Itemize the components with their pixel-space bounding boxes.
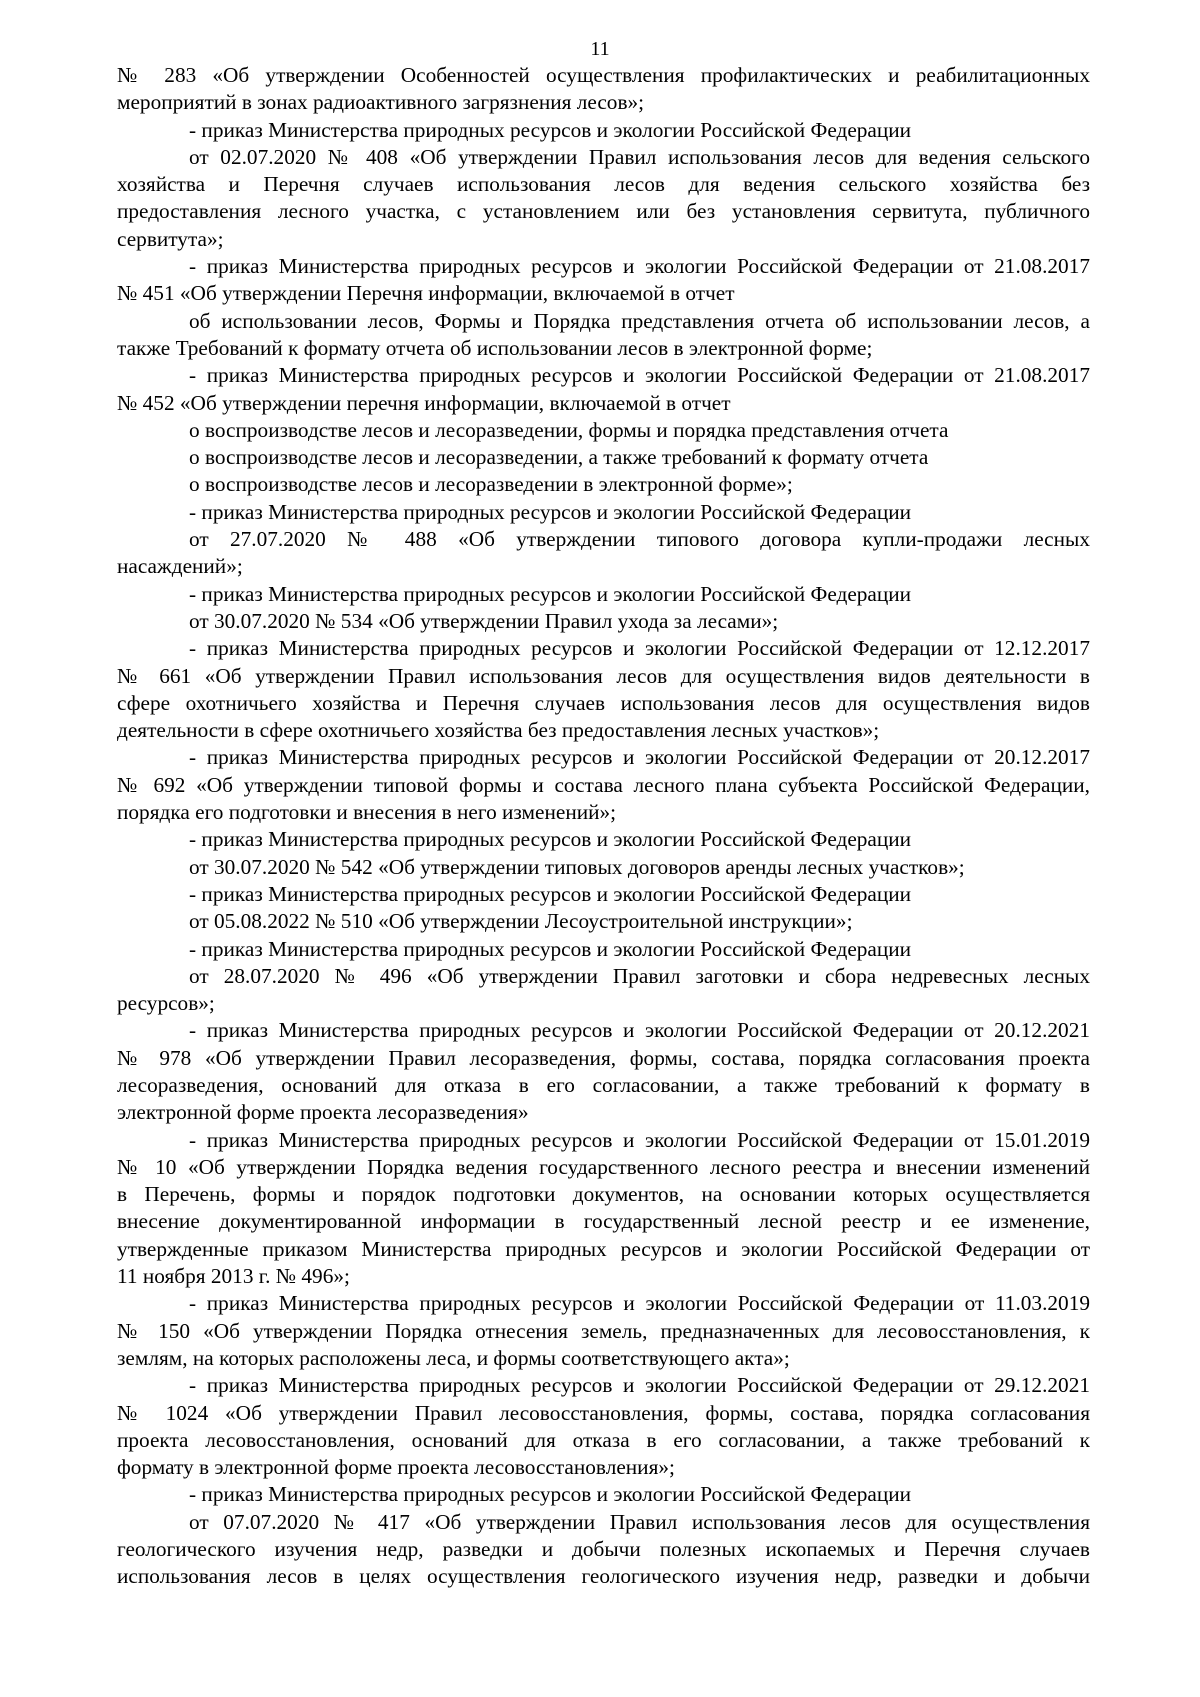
text-line: порядка его подготовки и внесения в него изменений»;	[117, 800, 617, 825]
text-line: № 692 «Об утверждении типовой формы и состава лесного плана субъекта Российской Федерации,	[117, 772, 1090, 797]
text-line: - приказ Министерства природных ресурсов и экологии Российской Федерации от 20.12.2017	[189, 745, 1090, 770]
text-line: электронной форме проекта лесоразведения»	[117, 1100, 529, 1125]
text-line: - приказ Министерства природных ресурсов и экологии Российской Федерации	[189, 827, 912, 852]
text-line: проекта лесовосстановления, оснований для отказа в его согласовании, а также требований к	[117, 1427, 1090, 1452]
text-line: землям, на которых расположены леса, и формы соответствующего акта»;	[117, 1345, 790, 1370]
text-line: об использовании лесов, Формы и Порядка представления отчета об использовании лесов, а	[189, 308, 1090, 333]
text-line: от 27.07.2020 № 488 «Об утверждении типового договора купли-продажи лесных	[189, 527, 1090, 552]
text-line: № 452 «Об утверждении перечня информации, включаемой в отчет	[117, 390, 731, 415]
text-line: о воспроизводстве лесов и лесоразведении в электронной форме»;	[189, 472, 793, 497]
text-line: насаждений»;	[117, 554, 243, 579]
text-line: сфере охотничьего хозяйства и Перечня случаев использования лесов для осуществления видов	[117, 690, 1090, 715]
text-line: использования лесов в целях осуществления геологического изучения недр, разведки и добычи	[117, 1564, 1090, 1589]
text-line: - приказ Министерства природных ресурсов и экологии Российской Федерации	[189, 499, 912, 524]
text-line: от 02.07.2020 № 408 «Об утверждении Правил использования лесов для ведения сельского	[189, 144, 1090, 169]
text-line: № 661 «Об утверждении Правил использования лесов для осуществления видов деятельности в	[117, 663, 1090, 688]
text-line: формату в электронной форме проекта лесовосстановления»;	[117, 1455, 675, 1480]
text-line: от 07.07.2020 № 417 «Об утверждении Правил использования лесов для осуществления	[189, 1509, 1090, 1534]
text-line: геологического изучения недр, разведки и добычи полезных ископаемых и Перечня случаев	[117, 1537, 1090, 1562]
document-body	[117, 62, 1090, 1591]
text-line: - приказ Министерства природных ресурсов и экологии Российской Федерации	[189, 936, 912, 961]
text-line: от 30.07.2020 № 534 «Об утверждении Правил ухода за лесами»;	[189, 608, 779, 633]
text-line: № 451 «Об утверждении Перечня информации, включаемой в отчет	[117, 281, 735, 306]
text-line: - приказ Министерства природных ресурсов и экологии Российской Федерации	[189, 1482, 912, 1507]
text-line: № 978 «Об утверждении Правил лесоразведения, формы, состава, порядка согласования проекта	[117, 1045, 1090, 1070]
text-line: от 28.07.2020 № 496 «Об утверждении Правил заготовки и сбора недревесных лесных	[189, 963, 1090, 988]
text-line: - приказ Министерства природных ресурсов и экологии Российской Федерации	[189, 881, 912, 906]
text-line: о воспроизводстве лесов и лесоразведении, а также требований к формату отчета	[189, 445, 929, 470]
text-line: № 1024 «Об утверждении Правил лесовосстановления, формы, состава, порядка согласования	[117, 1400, 1090, 1425]
text-line: внесение документированной информации в государственный лесной реестр и ее изменение,	[117, 1209, 1090, 1234]
text-line: - приказ Министерства природных ресурсов и экологии Российской Федерации от 11.03.2019	[189, 1291, 1090, 1316]
text-line: - приказ Министерства природных ресурсов и экологии Российской Федерации от 29.12.2021	[189, 1373, 1090, 1398]
text-line: - приказ Министерства природных ресурсов и экологии Российской Федерации от 12.12.2017	[189, 636, 1090, 661]
text-line: предоставления лесного участка, с установлением или без установления сервитута, публичного	[117, 199, 1090, 224]
text-line: деятельности в сфере охотничьего хозяйства без предоставления лесных участков»;	[117, 718, 880, 743]
page-number: 11	[590, 38, 610, 60]
text-line: от 30.07.2020 № 542 «Об утверждении типовых договоров аренды лесных участков»;	[189, 854, 965, 879]
text-line: - приказ Министерства природных ресурсов и экологии Российской Федерации от 15.01.2019	[189, 1127, 1090, 1152]
text-line: № 283 «Об утверждении Особенностей осуществления профилактических и реабилитационных	[117, 63, 1090, 87]
text-line: № 10 «Об утверждении Порядка ведения государственного лесного реестра и внесении изменений	[117, 1154, 1090, 1179]
text-line: - приказ Министерства природных ресурсов и экологии Российской Федерации от 21.08.2017	[189, 363, 1090, 388]
text-line: - приказ Министерства природных ресурсов и экологии Российской Федерации от 20.12.2021	[189, 1018, 1090, 1043]
text-line: мероприятий в зонах радиоактивного загрязнения лесов»;	[117, 90, 645, 115]
text-line: 11 ноября 2013 г. № 496»;	[117, 1264, 350, 1289]
text-line: от 05.08.2022 № 510 «Об утверждении Лесоустроительной инструкции»;	[189, 909, 853, 934]
text-line: - приказ Министерства природных ресурсов и экологии Российской Федерации	[189, 581, 912, 606]
text-line: сервитута»;	[117, 226, 224, 251]
text-line: в Перечень, формы и порядок подготовки документов, на основании которых осуществляется	[117, 1182, 1090, 1207]
text-line: ресурсов»;	[117, 991, 215, 1016]
text-line: хозяйства и Перечня случаев использования лесов для ведения сельского хозяйства без	[117, 172, 1090, 197]
text-line: № 150 «Об утверждении Порядка отнесения земель, предназначенных для лесовосстановления, к	[117, 1318, 1090, 1343]
text-line: утвержденные приказом Министерства природных ресурсов и экологии Российской Федерации от	[117, 1236, 1090, 1261]
text-line: лесоразведения, оснований для отказа в его согласовании, а также требований к формату в	[117, 1072, 1090, 1097]
text-line: также Требований к формату отчета об использовании лесов в электронной форме;	[117, 335, 873, 360]
text-line: о воспроизводстве лесов и лесоразведении, формы и порядка представления отчета	[189, 417, 949, 442]
text-line: - приказ Министерства природных ресурсов и экологии Российской Федерации от 21.08.2017	[189, 254, 1090, 279]
text-line: - приказ Министерства природных ресурсов и экологии Российской Федерации	[189, 117, 912, 142]
